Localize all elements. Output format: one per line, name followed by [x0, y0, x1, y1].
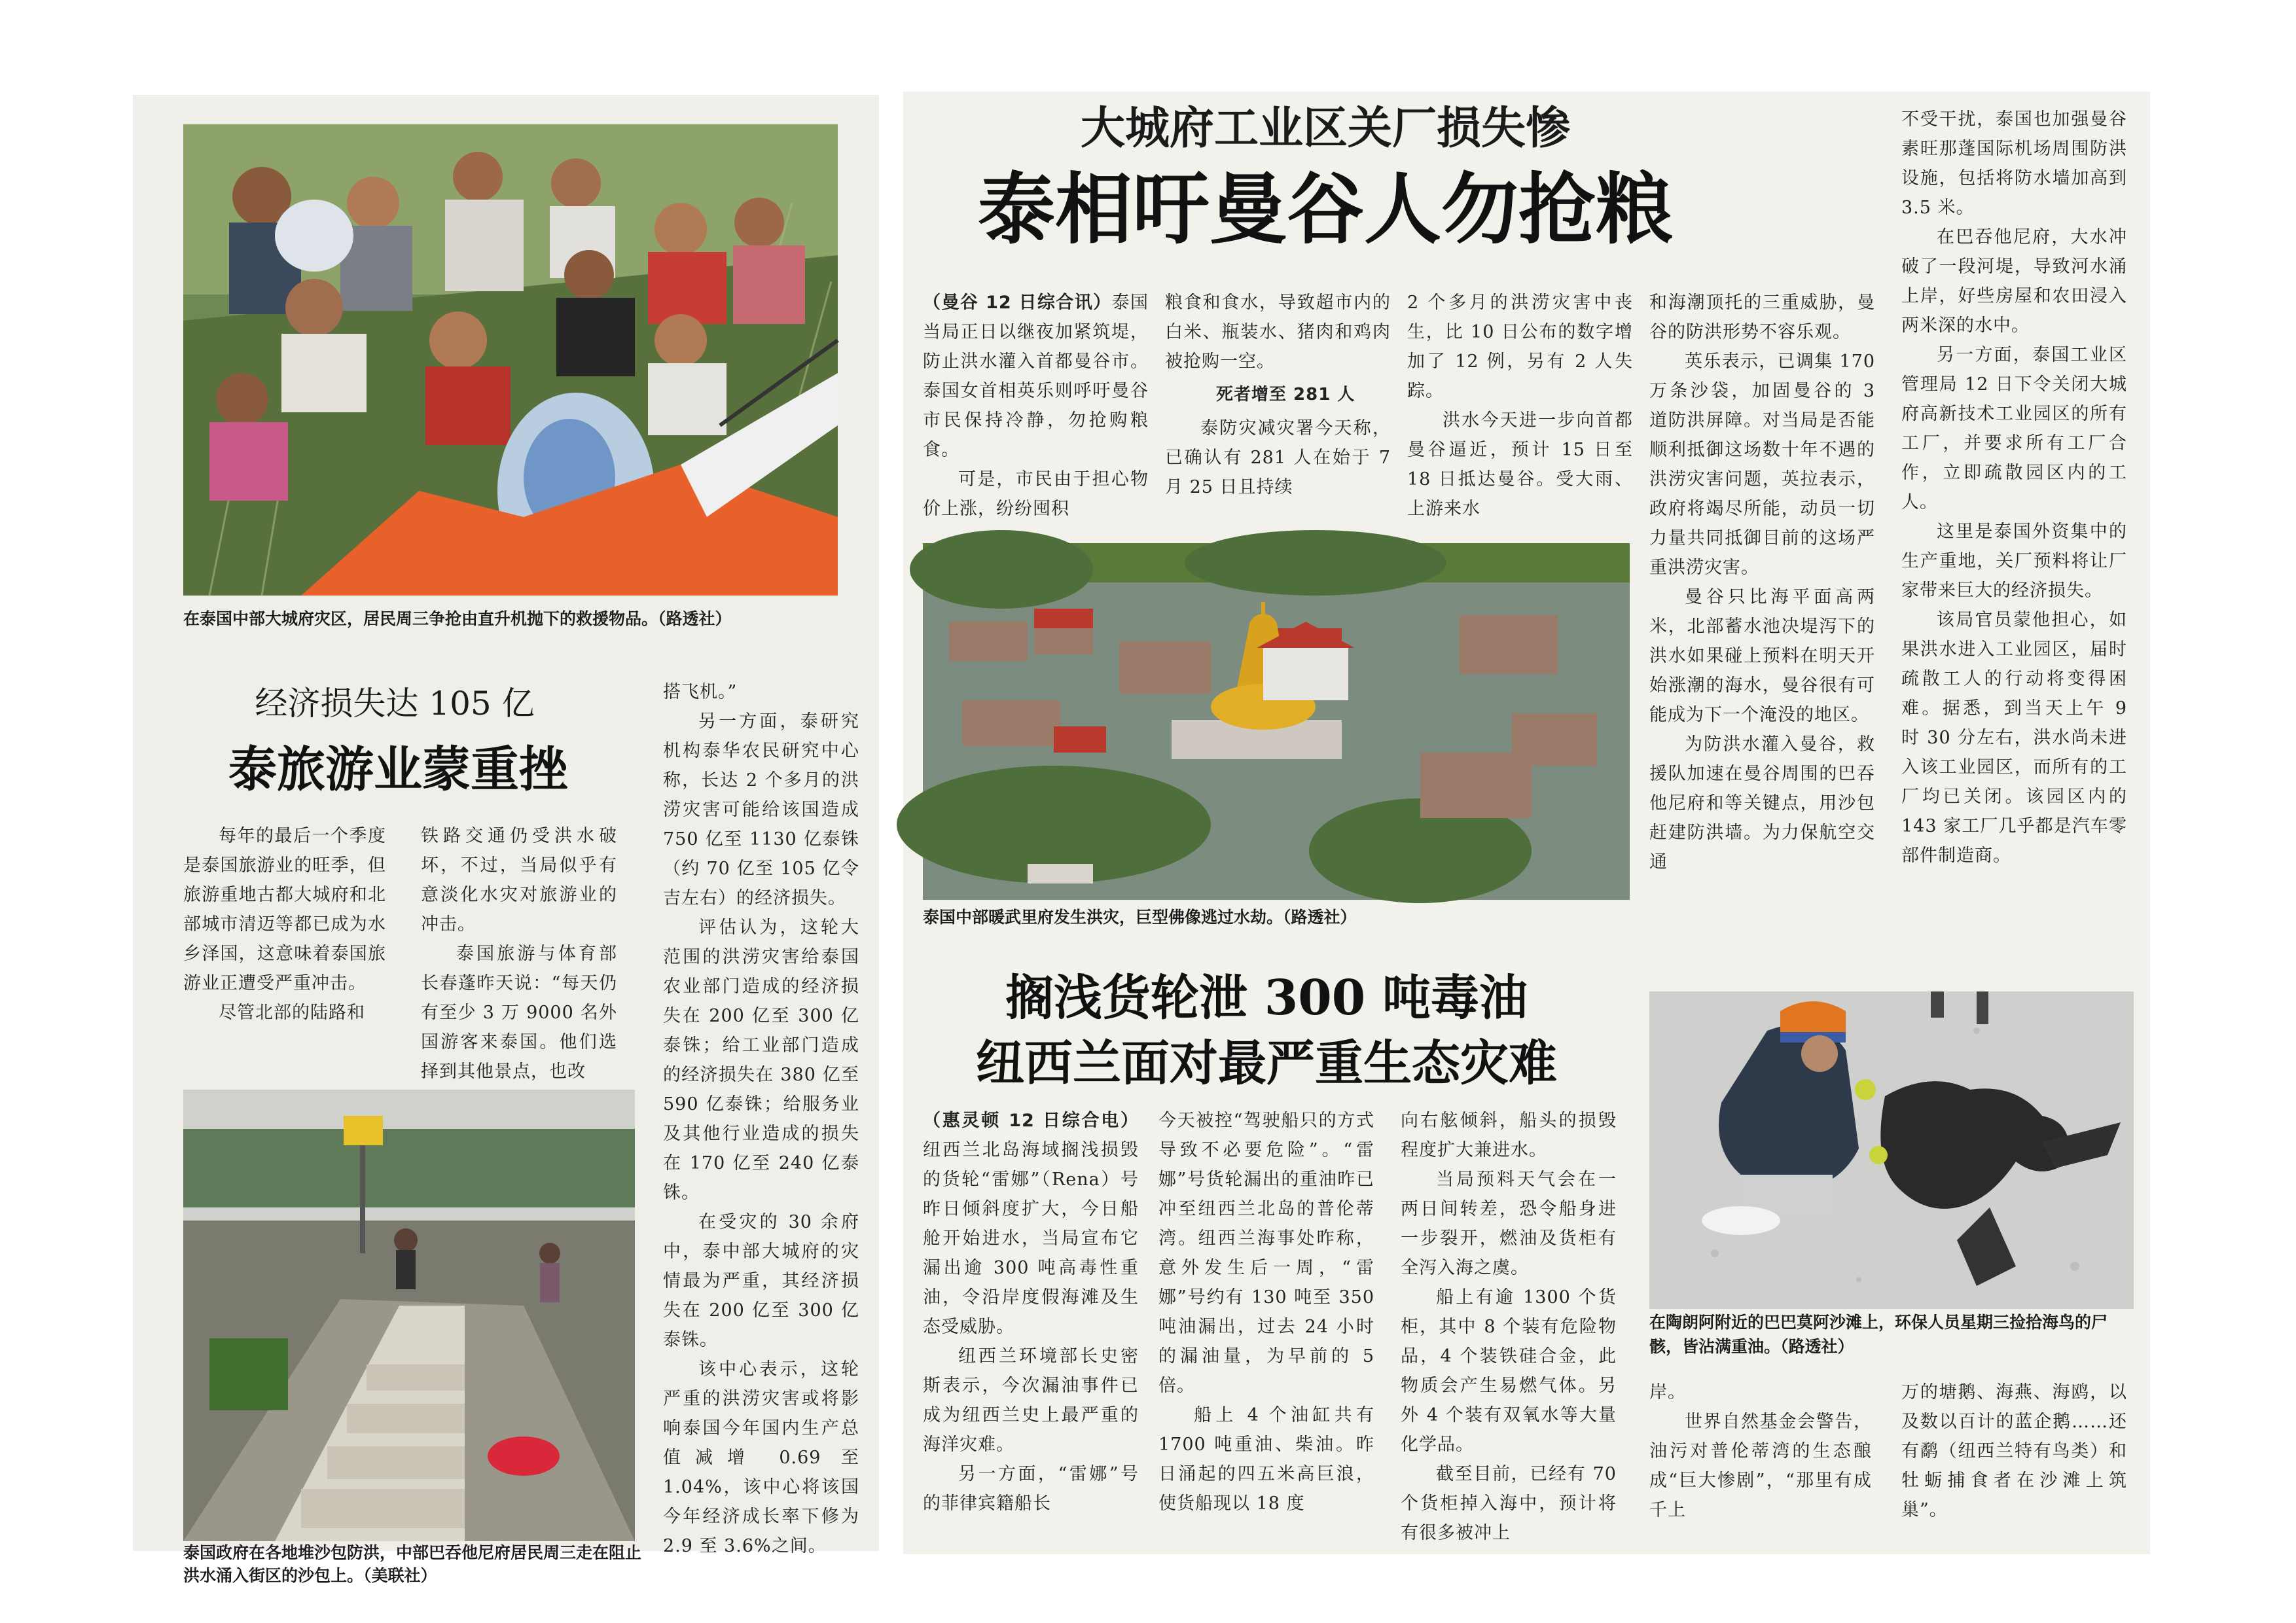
left-column-2: 铁路交通仍受洪水破坏，不过，当局似乎有意淡化水灾对旅游业的冲击。 泰国旅游与体育部长春蓬昨天说：“每天仍有至少 3 万 9000 名外国游客来泰国。他们选择到其他景点，也改 [421, 826, 617, 1082]
buddha-flood-photo [923, 543, 1630, 900]
story2-headline-line1: 搁浅货轮泄 300 吨毒油 [1005, 970, 1528, 1026]
oil-spill-beach-photo [1649, 991, 2134, 1309]
subhead: 死者增至 281 人 [1216, 385, 1355, 404]
story1-column-3: 2 个多月的洪涝灾害中丧生，比 10 日公布的数字增加了 12 例，另有 2 人失踪。 洪水今天进一步向首都曼谷逼近，预计 15 日至 18 日抵达曼谷。受大雨、上游来水 [1407, 293, 1633, 519]
kicker: 经济损失达 105 亿 [255, 685, 535, 722]
photo2-caption: 泰国政府在各地堆沙包防洪，中部巴吞他尼府居民周三走在阻止洪水涌入街区的沙包上。（美联社） [183, 1543, 642, 1585]
story2-column-5: 万的塘鹅、海燕、海鸥，以及数以百计的蓝企鹅……还有鹬（纽西兰特有鸟类）和牡蛎捕食者在沙滩上筑巢”。 [1901, 1382, 2127, 1520]
relief-crowd-photo [183, 124, 838, 596]
story2-headline-line2: 纽西兰面对最严重生态灾难 [976, 1035, 1557, 1092]
headline: 泰旅游业蒙重挫 [228, 741, 567, 798]
story2-column-4: 岸。 世界自然基金会警告，油污对普伦蒂湾的生态酿成“巨大惨剧”，“那里有成千上 [1649, 1382, 1872, 1520]
left-column-1: 每年的最后一个季度是泰国旅游业的旺季，但旅游重地古都大城府和北部城市清迈等都已成为水乡泽国，这意味着泰国旅游业正遭受严重冲击。 尽管北部的陆路和 [183, 826, 386, 1023]
kicker: 大城府工业区关厂损失惨 [1080, 102, 1570, 154]
story2-column-2: 今天被控“驾驶船只的方式导致不必要危险”。“雷娜”号货轮漏出的重油昨已冲至纽西兰北岛的普伦蒂湾。纽西兰海事处昨称，意外发生后一周，“雷娜”号约有 130 吨至 350 吨油漏出，过去 24 小时的漏油量，为早前的 5 倍。 船上 4 个油缸共有 1700 吨重油、柴油。昨日涌起的四五米高巨浪，使货船现以 18 度 [1158, 1111, 1374, 1514]
buddha-photo-caption: 泰国中部暖武里府发生洪灾，巨型佛像逃过水劫。（路透社） [923, 908, 1357, 927]
left-column-3: 搭飞机。” 另一方面，泰研究机构泰华农民研究中心称，长达 2 个多月的洪涝灾害可能给该国造成 750 亿至 1130 亿泰铢（约 70 亿至 105 亿令吉左右）的经济损失。 评估认为，这轮大范围的洪涝灾害给泰国农业部门造成的经济损失在 200 亿至 300 亿泰铢；给工业部门造成的经济损失在 380 亿至 590 亿泰铢；给服务业及其他行业造成的损失在 170 亿至 240 亿泰铢。 在受灾的 30 余府中，泰中部大城府的灾情最为严重，其经济损失在 200 亿至 300 亿泰铢。 该中心表示，这轮严重的洪涝灾害或将影响泰国今年国内生产总值减增 0.69 至 1.04%，该中心将该国今年经济成长率下修为 2.9 至 3.6%之间。 [663, 682, 859, 1556]
left-clipping [133, 95, 879, 1585]
right-clipping [903, 92, 2150, 1554]
story1-column-4: 和海潮顶托的三重威胁，曼谷的防洪形势不容乐观。 英乐表示，已调集 170 万条沙袋，加固曼谷的 3 道防洪屏障。对当局是否能顺利抵御这场数十年不遇的洪涝灾害问题，英拉表示，政府将竭尽所能，动员一切力量共同抵御目前的这场严重洪涝灾害。 曼谷只比海平面高两米，北部蓄水池决堤泻下的洪水如果碰上预料在明天开始涨潮的海水，曼谷很有可能成为下一个淹没的地区。 为防洪水灌入曼谷，救援队加速在曼谷周围的巴吞他尼府和等关键点，用沙包赶建防洪墙。为力保航空交通 [1649, 293, 1875, 872]
story1-column-2: 粮食和食水，导致超市内的白米、瓶装水、猪肉和鸡肉被抢购一空。 死者增至 281 人 泰防灾减灾署今天称，已确认有 281 人在始于 7 月 25 日且持续 [1165, 293, 1391, 497]
story2-column-1: （惠灵顿 12 日综合电）纽西兰北岛海域搁浅损毁的货轮“雷娜”（Rena）号昨日倾斜度扩大，今日船舱开始进水，当局宣布它漏出逾 300 吨高毒性重油，令沿岸度假海滩及生态受威胁。 纽西兰环境部长史密斯表示，今次漏油事件已成为纽西兰史上最严重的海洋灾难。 另一方面，“雷娜”号的菲律宾籍船长 [923, 1111, 1139, 1514]
oil-spill-photo-caption: 在陶朗阿附近的巴巴莫阿沙滩上，环保人员星期三捡拾海鸟的尸骸，皆沾满重油。（路透社） [1649, 1313, 2108, 1356]
photo1-caption: 在泰国中部大城府灾区，居民周三争抢由直升机抛下的救援物品。（路透社） [183, 609, 732, 628]
story2-column-3: 向右舷倾斜，船头的损毁程度扩大兼进水。 当局预料天气会在一两日间转差，恐令船身进一步裂开，燃油及货柜有全泻入海之虞。 船上有逾 1300 个货柜，其中 8 个装有危险物品，4 个装铁硅合金，此物质会产生易燃气体。另外 4 个装有双氧水等大量化学品。 截至目前，已经有 70 个货柜掉入海中，预计将有很多被冲上 [1401, 1111, 1617, 1543]
headline: 泰相吁曼谷人勿抢粮 [977, 164, 1673, 255]
sandbag-flood-photo [183, 1090, 635, 1541]
story1-column-5: 不受干扰，泰国也加强曼谷素旺那蓬国际机场周围防洪设施，包括将防水墙加高到 3.5 米。 在巴吞他尼府，大水冲破了一段河堤，导致河水涌上岸，好些房屋和农田浸入两米深的水中。 另一方面，泰国工业区管理局 12 日下令关闭大城府高新技术工业园区的所有工厂，并要求所有工厂合作，立即疏散园区内的工人。 这里是泰国外资集中的生产重地，关厂预料将让厂家带来巨大的经济损失。 该局官员蒙他担心，如果洪水进入工业园区，届时疏散工人的行动将变得困难。据悉，到当天上午 9 时 30 分左右，洪水尚未进入该工业园区，而所有的工厂均已关闭。该园区内的 143 家工厂几乎都是汽车零部件制造商。 [1901, 109, 2127, 866]
story1-column-1: （曼谷 12 日综合讯）泰国当局正日以继夜加紧筑堤，防止洪水灌入首都曼谷市。泰国女首相英乐则呼吁曼谷市民保持冷静，勿抢购粮食。 可是，市民由于担心物价上涨，纷纷囤积 [923, 293, 1149, 519]
